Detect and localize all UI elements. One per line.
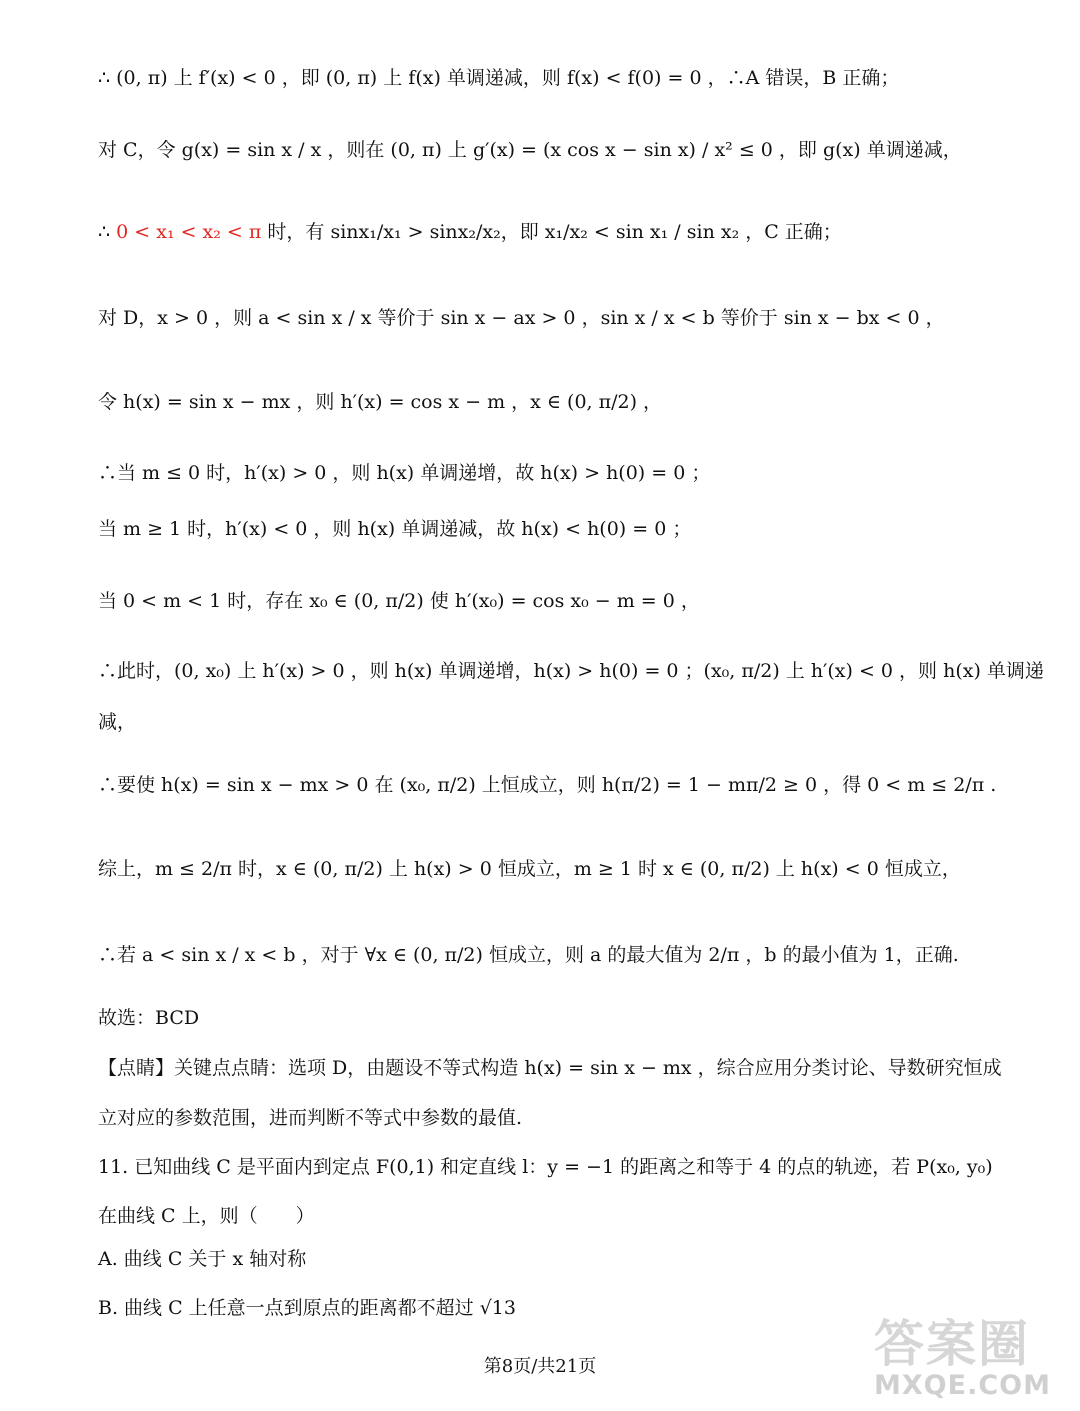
text-line: 当 m ≥ 1 时，h′(x) < 0 ，则 h(x) 单调递减，故 h(x) < h(0) = 0 ；: [98, 518, 692, 540]
text-line: 对 C，令 g(x) = sin x / x ，则在 (0, π) 上 g′(x) = (x cos x − sin x) / x² ≤ 0 ，即 g(x) 单调递减，: [98, 139, 962, 161]
watermark-logo: [874, 1315, 1064, 1408]
text-line: ∴ (0, π) 上 f′(x) < 0 ，即 (0, π) 上 f(x) 单调递减，则 f(x) < f(0) = 0 ，∴A 错误，B 正确；: [98, 67, 900, 89]
text-line: 减，: [98, 711, 137, 733]
watermark-text: 答案圈: [874, 1315, 1030, 1373]
option-b: B. 曲线 C 上任意一点到原点的距离都不超过 √13: [98, 1297, 516, 1319]
text-line: 故选：BCD: [98, 1007, 200, 1029]
text-line: ∴此时，(0, x₀) 上 h′(x) > 0 ，则 h(x) 单调递增，h(x) > h(0) = 0 ；(x₀, π/2) 上 h′(x) < 0 ，则 h(x) 单调递: [98, 660, 1044, 682]
text-segment: ∴: [98, 221, 117, 243]
question-11-line: 11. 已知曲线 C 是平面内到定点 F(0,1) 和定直线 l：y = −1 的距离之和等于 4 的点的轨迹，若 P(x₀, y₀): [98, 1156, 993, 1178]
text-line: 令 h(x) = sin x − mx ，则 h′(x) = cos x − m ，x ∈ (0, π/2) ，: [98, 391, 663, 413]
watermark-url: MXQE.COM: [874, 1370, 1051, 1401]
text-segment: 时，有 sinx₁/x₁ > sinx₂/x₂，即 x₁/x₂ < sin x₁ / sin x₂ ，C 正确；: [261, 221, 842, 243]
text-line: ∴若 a < sin x / x < b ，对于 ∀x ∈ (0, π/2) 恒成立，则 a 的最大值为 2/π ，b 的最小值为 1，正确.: [98, 944, 959, 966]
highlighted-condition: 0 < x₁ < x₂ < π: [116, 221, 262, 243]
text-line: ∴要使 h(x) = sin x − mx > 0 在 (x₀, π/2) 上恒成立，则 h(π/2) = 1 − mπ/2 ≥ 0 ，得 0 < m ≤ 2/π .: [98, 774, 997, 796]
text-line: 【点睛】关键点点睛：选项 D，由题设不等式构造 h(x) = sin x − mx ，综合应用分类讨论、导数研究恒成: [98, 1057, 1002, 1079]
text-line-with-highlight: [98, 220, 842, 244]
page-number-footer: 第8页/共21页: [483, 1356, 597, 1377]
text-line: 对 D，x > 0 ，则 a < sin x / x 等价于 sin x − ax > 0 ，sin x / x < b 等价于 sin x − bx < 0 ，: [98, 307, 945, 329]
text-line: 在曲线 C 上，则（ ）: [98, 1205, 315, 1227]
option-a: A. 曲线 C 关于 x 轴对称: [98, 1248, 307, 1270]
text-line: ∴当 m ≤ 0 时，h′(x) > 0 ，则 h(x) 单调递增，故 h(x) > h(0) = 0 ；: [98, 462, 711, 484]
text-line: 当 0 < m < 1 时，存在 x₀ ∈ (0, π/2) 使 h′(x₀) = cos x₀ − m = 0 ，: [98, 590, 700, 612]
text-line: 立对应的参数范围，进而判断不等式中参数的最值.: [98, 1107, 523, 1129]
text-line: 综上，m ≤ 2/π 时，x ∈ (0, π/2) 上 h(x) > 0 恒成立，m ≥ 1 时 x ∈ (0, π/2) 上 h(x) < 0 恒成立，: [98, 858, 961, 880]
